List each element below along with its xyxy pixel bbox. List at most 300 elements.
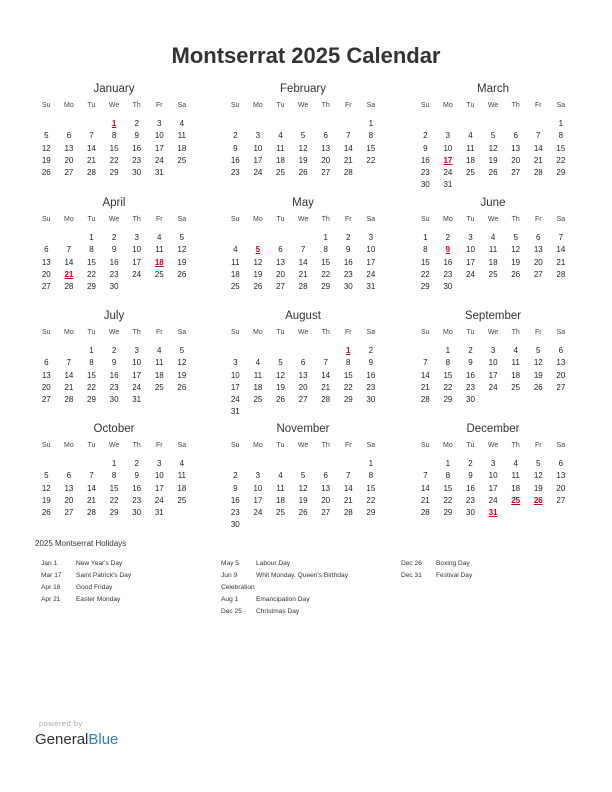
empty-day-cell: [171, 394, 194, 406]
day-cell: 3: [490, 459, 496, 468]
week-row: [414, 370, 572, 382]
day-cell: 20: [298, 382, 308, 392]
empty-day-cell: [292, 406, 315, 418]
day-cell: 25: [276, 168, 285, 178]
empty-day-cell: [247, 519, 270, 531]
day-cell: 4: [179, 459, 185, 468]
day-cell: 18: [276, 155, 285, 165]
weekday-label: We: [297, 102, 309, 109]
day-cell: 6: [536, 233, 541, 242]
empty-day-cell: [504, 118, 527, 130]
day-cell: 4: [513, 459, 518, 468]
weekday-label: Mo: [253, 216, 263, 223]
week-row: [35, 483, 193, 495]
day-cell: 20: [64, 155, 74, 165]
day-cell: 3: [445, 131, 451, 141]
day-cell: 30: [443, 282, 453, 292]
empty-day-cell: [269, 118, 292, 130]
day-cell: 29: [109, 168, 119, 178]
day-cell: 10: [488, 471, 498, 481]
empty-day-cell: [314, 406, 337, 418]
weekday-label: Sa: [366, 442, 376, 449]
day-cell: 18: [177, 483, 187, 493]
weekday-label: Tu: [276, 329, 285, 336]
day-cell: 9: [445, 245, 451, 255]
weekday-label: Th: [511, 102, 520, 109]
holiday-date: Apr 21: [41, 596, 61, 603]
day-cell: 21: [298, 269, 308, 279]
day-cell: 26: [177, 269, 187, 279]
day-cell: 31: [154, 508, 164, 518]
day-cell: 6: [66, 471, 72, 481]
weekday-label: Tu: [466, 216, 475, 223]
day-cell: 26: [511, 269, 521, 279]
day-cell: 26: [177, 382, 187, 392]
month-july: [35, 309, 193, 406]
day-cell: 19: [41, 155, 51, 165]
day-cell: 18: [154, 370, 164, 380]
day-cell: 12: [253, 257, 263, 267]
day-cell: 28: [420, 395, 430, 405]
weekday-label: Mo: [253, 442, 263, 449]
day-cell: 14: [298, 257, 308, 267]
week-row: [224, 257, 382, 269]
day-cell: 5: [513, 233, 518, 242]
day-cell: 16: [366, 370, 376, 380]
day-cell: 3: [157, 459, 162, 468]
empty-day-cell: [337, 118, 360, 130]
weekday-label: Sa: [177, 102, 187, 109]
weekday-label: We: [108, 102, 120, 109]
week-row: [35, 507, 193, 519]
day-cell: 9: [111, 245, 117, 255]
empty-day-cell: [337, 519, 360, 531]
day-cell: 15: [366, 143, 376, 153]
empty-day-cell: [314, 345, 337, 357]
day-cell: 15: [443, 483, 453, 493]
day-cell: 29: [443, 395, 453, 405]
month-name: August: [285, 310, 321, 322]
holiday-name: Christmas Day: [256, 608, 300, 615]
weekday-label: Sa: [177, 216, 187, 223]
day-cell: 17: [466, 257, 475, 267]
month-name: November: [276, 423, 330, 435]
day-cell: 30: [343, 282, 353, 292]
empty-day-cell: [482, 394, 505, 406]
month-february: [224, 82, 382, 179]
day-cell: 23: [230, 508, 240, 518]
day-cell: 15: [109, 143, 119, 153]
empty-day-cell: [414, 458, 437, 470]
weekday-header: [224, 439, 382, 453]
weekday-label: Su: [231, 102, 240, 109]
weekday-label: Th: [321, 442, 330, 449]
week-row: [35, 470, 193, 482]
month-name: September: [464, 310, 522, 322]
day-cell: 8: [111, 131, 117, 141]
holiday-date: Dec 25: [221, 608, 242, 615]
day-cell: 19: [41, 495, 51, 505]
holiday-name: Whit Monday, Queen's Birthday: [256, 572, 349, 579]
empty-day-cell: [292, 118, 315, 130]
month-november: [224, 422, 382, 532]
weekday-label: Tu: [87, 442, 96, 449]
day-cell: 26: [533, 382, 543, 392]
day-cell: 5: [44, 471, 49, 481]
day-cell: 31: [488, 508, 498, 518]
day-cell: 13: [41, 257, 51, 267]
holiday-item: [41, 558, 131, 570]
day-cell: 7: [558, 233, 564, 242]
empty-day-cell: [35, 458, 58, 470]
day-cell: 1: [445, 346, 451, 355]
weekday-label: Su: [231, 216, 240, 223]
day-cell: 21: [64, 269, 74, 279]
day-cell: 2: [445, 233, 451, 242]
day-cell: 7: [423, 471, 428, 481]
day-cell: 12: [41, 143, 51, 153]
empty-day-cell: [269, 345, 292, 357]
brand-part-blue: Blue: [88, 731, 119, 748]
week-row: [414, 179, 572, 191]
week-row: [224, 143, 382, 155]
day-cell: 19: [253, 269, 263, 279]
day-cell: 14: [64, 257, 74, 267]
week-row: [224, 495, 382, 507]
day-cell: 16: [230, 155, 240, 165]
day-cell: 17: [132, 257, 142, 267]
day-cell: 2: [233, 131, 238, 141]
day-cell: 8: [558, 131, 564, 141]
day-cell: 7: [423, 358, 428, 368]
weekday-label: Fr: [344, 216, 352, 223]
day-cell: 25: [276, 508, 285, 518]
weekday-label: Su: [421, 216, 430, 223]
day-cell: 8: [89, 358, 94, 368]
day-cell: 25: [177, 495, 187, 505]
day-cell: 22: [109, 495, 119, 505]
day-cell: 28: [343, 168, 353, 178]
day-cell: 14: [343, 483, 353, 493]
weekday-label: Fr: [155, 329, 163, 336]
day-cell: 20: [321, 495, 331, 505]
empty-day-cell: [35, 345, 58, 357]
weekday-label: Tu: [87, 216, 96, 223]
day-cell: 28: [321, 395, 331, 405]
day-cell: 25: [488, 269, 498, 279]
day-cell: 11: [177, 131, 187, 141]
weekday-label: Mo: [443, 442, 453, 449]
day-cell: 7: [66, 245, 72, 255]
weekday-label: Sa: [556, 102, 566, 109]
week-row: [224, 118, 382, 130]
day-cell: 15: [366, 483, 376, 493]
weekday-label: Su: [421, 329, 430, 336]
day-cell: 17: [366, 257, 376, 267]
week-row: [224, 269, 382, 281]
week-row: [224, 281, 382, 293]
day-cell: 27: [64, 168, 74, 178]
day-cell: 12: [488, 143, 498, 153]
weekday-label: Mo: [443, 216, 453, 223]
day-cell: 23: [230, 168, 240, 178]
day-cell: 15: [343, 370, 353, 380]
day-cell: 7: [89, 471, 94, 481]
empty-day-cell: [171, 281, 194, 293]
day-cell: 13: [64, 483, 74, 493]
day-cell: 4: [179, 119, 185, 128]
day-cell: 18: [488, 257, 498, 267]
day-cell: 23: [343, 269, 353, 279]
month-name: January: [93, 83, 135, 95]
day-cell: 30: [132, 168, 142, 178]
day-cell: 19: [177, 257, 187, 267]
weekday-label: Su: [231, 329, 240, 336]
day-cell: 17: [154, 143, 164, 153]
weekday-label: We: [487, 329, 499, 336]
weekday-label: Mo: [443, 102, 453, 109]
day-cell: 22: [366, 495, 376, 505]
day-cell: 8: [111, 471, 117, 481]
day-cell: 22: [87, 269, 96, 279]
day-cell: 5: [278, 358, 283, 368]
day-cell: 20: [556, 370, 566, 380]
day-cell: 18: [276, 495, 285, 505]
day-cell: 13: [276, 257, 285, 267]
empty-day-cell: [247, 232, 270, 244]
holiday-item: [41, 594, 131, 606]
empty-day-cell: [314, 519, 337, 531]
week-row: [224, 155, 382, 167]
day-cell: 3: [468, 233, 473, 242]
holiday-date: Jan 1: [41, 560, 58, 567]
month-name: March: [477, 83, 509, 95]
empty-day-cell: [58, 118, 81, 130]
day-cell: 21: [420, 495, 430, 505]
week-row: [414, 118, 572, 130]
day-cell: 26: [41, 508, 51, 518]
holiday-name: Saint Patrick's Day: [76, 572, 132, 579]
day-cell: 21: [321, 382, 331, 392]
empty-day-cell: [224, 458, 247, 470]
weekday-label: Sa: [177, 329, 187, 336]
day-cell: 22: [343, 382, 353, 392]
day-cell: 11: [177, 471, 187, 481]
day-cell: 2: [423, 131, 428, 141]
day-cell: 14: [87, 483, 96, 493]
day-cell: 1: [111, 119, 117, 128]
day-cell: 24: [154, 495, 164, 505]
day-cell: 31: [443, 180, 453, 190]
weekday-header: [224, 326, 382, 340]
day-cell: 12: [276, 370, 285, 380]
day-cell: 13: [511, 143, 521, 153]
empty-day-cell: [459, 118, 482, 130]
day-cell: 29: [366, 508, 376, 518]
empty-day-cell: [148, 394, 171, 406]
weekday-label: Fr: [344, 442, 352, 449]
day-cell: 12: [177, 245, 187, 255]
day-cell: 30: [366, 395, 376, 405]
day-cell: 30: [109, 282, 119, 292]
weekday-label: Tu: [466, 329, 475, 336]
day-cell: 28: [533, 168, 543, 178]
day-cell: 19: [533, 483, 543, 493]
day-cell: 1: [89, 346, 94, 355]
day-cell: 1: [368, 459, 374, 468]
day-cell: 26: [41, 168, 51, 178]
week-row: [35, 269, 193, 281]
empty-day-cell: [459, 179, 482, 191]
day-cell: 11: [511, 358, 520, 368]
day-cell: 3: [233, 358, 238, 368]
empty-day-cell: [35, 232, 58, 244]
holiday-item: [221, 570, 348, 582]
day-cell: 9: [368, 358, 374, 368]
day-cell: 7: [346, 471, 351, 481]
day-cell: 18: [511, 483, 521, 493]
day-cell: 2: [233, 471, 238, 481]
day-cell: 30: [466, 395, 475, 405]
day-cell: 13: [556, 471, 566, 481]
empty-day-cell: [527, 118, 550, 130]
day-cell: 16: [109, 257, 119, 267]
empty-day-cell: [247, 406, 270, 418]
day-cell: 5: [179, 233, 185, 242]
day-cell: 2: [134, 119, 139, 128]
day-cell: 20: [64, 495, 74, 505]
day-cell: 23: [109, 269, 119, 279]
empty-day-cell: [292, 458, 315, 470]
weekday-header: [35, 439, 193, 453]
day-cell: 23: [466, 382, 475, 392]
day-cell: 29: [443, 508, 453, 518]
day-cell: 11: [231, 257, 240, 267]
day-cell: 13: [321, 143, 331, 153]
day-cell: 31: [132, 395, 142, 405]
weekday-label: Fr: [534, 442, 542, 449]
day-cell: 27: [556, 495, 566, 505]
week-row: [414, 345, 572, 357]
day-cell: 30: [109, 395, 119, 405]
day-cell: 4: [278, 131, 283, 141]
day-cell: 20: [41, 269, 51, 279]
day-cell: 19: [511, 257, 521, 267]
day-cell: 24: [132, 269, 142, 279]
day-cell: 25: [154, 382, 164, 392]
day-cell: 23: [466, 495, 475, 505]
day-cell: 21: [64, 382, 74, 392]
day-cell: 7: [89, 131, 94, 141]
day-cell: 14: [64, 370, 74, 380]
day-cell: 5: [536, 459, 541, 468]
weekday-label: Th: [511, 329, 520, 336]
empty-day-cell: [550, 281, 573, 293]
day-cell: 8: [368, 471, 374, 481]
day-cell: 6: [44, 358, 49, 368]
day-cell: 23: [132, 495, 142, 505]
day-cell: 22: [443, 495, 453, 505]
day-cell: 27: [321, 508, 331, 518]
week-row: [414, 495, 572, 507]
empty-day-cell: [269, 519, 292, 531]
day-cell: 10: [443, 143, 453, 153]
month-march: [414, 82, 572, 192]
day-cell: 11: [511, 471, 520, 481]
weekday-header: [35, 213, 193, 227]
week-row: [414, 143, 572, 155]
weekday-label: Mo: [64, 102, 74, 109]
day-cell: 31: [154, 168, 164, 178]
day-cell: 18: [230, 269, 240, 279]
holiday-name: Labour Day: [256, 560, 291, 567]
day-cell: 23: [420, 168, 430, 178]
weekday-label: We: [487, 442, 499, 449]
week-row: [414, 257, 572, 269]
day-cell: 12: [533, 471, 543, 481]
empty-day-cell: [224, 118, 247, 130]
holiday-item: [221, 594, 348, 606]
day-cell: 15: [556, 143, 566, 153]
empty-day-cell: [247, 458, 270, 470]
day-cell: 20: [511, 155, 521, 165]
weekday-label: Tu: [276, 102, 285, 109]
day-cell: 5: [255, 245, 261, 255]
day-cell: 26: [298, 168, 308, 178]
day-cell: 6: [558, 459, 564, 468]
day-cell: 2: [346, 233, 351, 242]
day-cell: 29: [87, 282, 96, 292]
day-cell: 24: [443, 168, 453, 178]
day-cell: 6: [300, 358, 306, 368]
day-cell: 5: [44, 131, 49, 141]
day-cell: 9: [346, 245, 351, 255]
week-row: [35, 382, 193, 394]
day-cell: 2: [111, 233, 117, 242]
day-cell: 24: [132, 382, 142, 392]
powered-by-label: powered by: [39, 719, 83, 728]
day-cell: 21: [420, 382, 430, 392]
day-cell: 27: [533, 269, 543, 279]
week-row: [35, 357, 193, 369]
day-cell: 17: [443, 155, 453, 165]
weekday-label: Tu: [276, 216, 285, 223]
weekday-label: Fr: [344, 329, 352, 336]
day-cell: 30: [466, 508, 475, 518]
day-cell: 9: [134, 131, 139, 141]
day-cell: 24: [366, 269, 376, 279]
week-row: [224, 357, 382, 369]
week-row: [414, 382, 572, 394]
day-cell: 8: [445, 358, 451, 368]
day-cell: 16: [132, 143, 142, 153]
weekday-label: Su: [42, 329, 51, 336]
week-row: [224, 167, 382, 179]
week-row: [35, 370, 193, 382]
holiday-name: Easter Monday: [76, 596, 121, 603]
day-cell: 21: [87, 495, 96, 505]
day-cell: 14: [321, 370, 331, 380]
day-cell: 16: [109, 370, 119, 380]
day-cell: 19: [298, 495, 308, 505]
weekday-label: Fr: [155, 102, 163, 109]
day-cell: 24: [253, 168, 263, 178]
generalblue-logo[interactable]: [35, 731, 118, 748]
month-name: February: [279, 83, 327, 95]
weekday-label: Su: [231, 442, 240, 449]
day-cell: 2: [468, 346, 473, 355]
day-cell: 1: [323, 233, 328, 242]
